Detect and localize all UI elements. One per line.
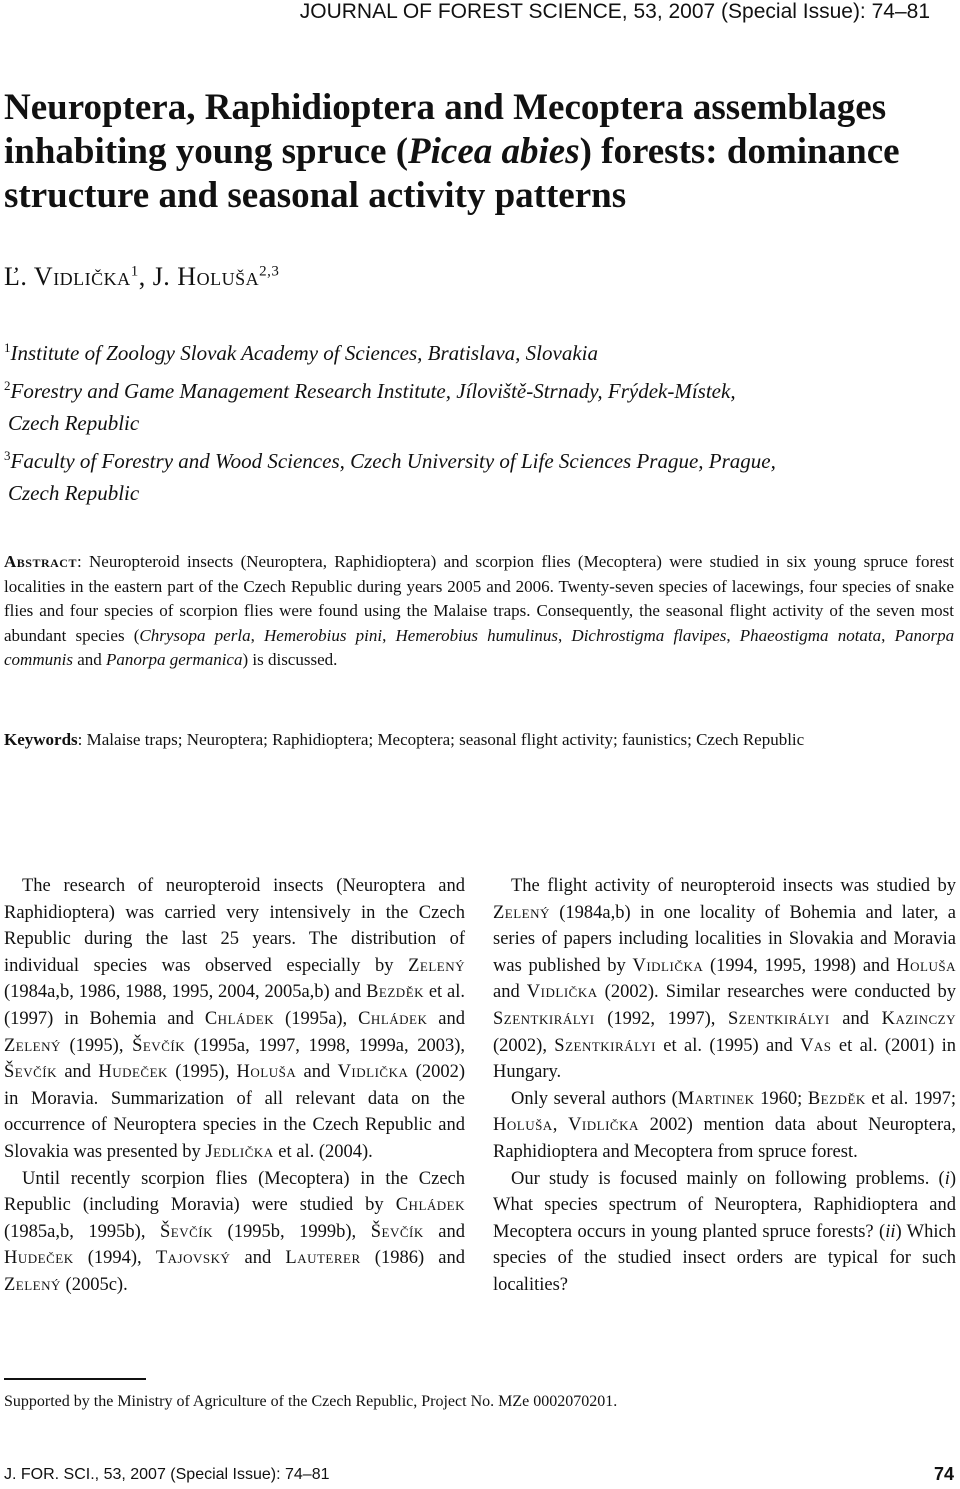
keywords (4, 728, 954, 752)
footnote-divider (4, 1378, 146, 1380)
species-panorpa-communis: Panorpa communis (4, 625, 955, 669)
abstract-comma: , (250, 625, 264, 645)
abstract (4, 550, 954, 673)
author-citation: Ševčík (160, 1221, 214, 1242)
text-run: (1984a,b, 1986, 1988, 1995, 2004, 2005a,b) and (4, 982, 367, 1003)
author-citation: Kazinczy (881, 1008, 956, 1029)
affiliation-3-text: Faculty of Forestry and Wood Sciences, Czech University of Life Sciences Prague, Prague, (10, 448, 776, 473)
affiliation-2 (4, 370, 949, 408)
author-separator: , (138, 262, 153, 291)
author-citation: Szentkirályi (493, 1008, 595, 1029)
author-1-name: Ľ. Vidlička (4, 262, 131, 291)
text-run: et al. (2001) in Hungary. (493, 1035, 956, 1083)
author-citation: Holuša (896, 955, 956, 976)
text-run: and (427, 1008, 465, 1029)
author-citation: Tajovský (155, 1248, 231, 1269)
author-2-name: J. Holuša (152, 262, 260, 291)
affiliation-3-number: 3 (4, 447, 11, 463)
text-run: (1985a,b, 1995b), (4, 1221, 160, 1242)
author-citation: Bezděk (807, 1088, 866, 1109)
author-citation: Hudeček (98, 1062, 168, 1083)
abstract-text-1: : Neuropteroid insects (Neuroptera, Raphidioptera) and scorpion flies (Mecoptera) were studied in six young spruce forest localities in the eastern part of the Czech Republic during years 2005 and 2006. Twenty-seven species of lacewings, four species of snake flies and four species of scorpion flies were found using the Malaise traps. Consequently, the seasonal flight activity of the seven most abundant species ( (4, 552, 954, 645)
text-run: The research of neuropteroid insects (Neuroptera and Raphidioptera) was carried very intensively in the Czech Republic during the last 25 years. The distribution of individual species was observed especially by (4, 876, 465, 976)
author-citation: Martinek (677, 1088, 755, 1109)
author-citation: Szentkirályi (554, 1035, 656, 1056)
abstract-text-2: ) is discussed. (242, 650, 338, 669)
text-run: Our study is focused mainly on following problems. ( (511, 1168, 945, 1189)
keywords-text: : Malaise traps; Neuroptera; Raphidioptera; Mecoptera; seasonal flight activity; faunistics; Czech Republic (77, 730, 805, 749)
text-run: and (57, 1062, 99, 1083)
text-run: (1995a, 1997, 1998, 1999a, 2003), (185, 1035, 465, 1056)
abstract-comma: , (382, 625, 396, 645)
text-run: (2002). Similar researches were conducted by (597, 982, 956, 1003)
species-hemerobius-pini: Hemerobius pini (264, 625, 383, 645)
author-1-affiliation-mark: 1 (130, 263, 139, 280)
body-column-right (493, 873, 956, 1299)
title-species-name: Picea abies (408, 131, 580, 172)
author-citation: Vidlička (632, 955, 704, 976)
body-right-paragraph-3 (493, 1166, 956, 1299)
affiliation-2-number: 2 (4, 377, 11, 393)
author-citation: Ševčík (4, 1062, 58, 1083)
species-dichrostigma-flavipes: Dichrostigma flavipes (571, 625, 727, 645)
text-run: et al. (1997) in Bohemia and (4, 982, 465, 1029)
author-citation: Vas (800, 1035, 832, 1056)
page-number: 74 (933, 1464, 954, 1484)
affiliation-3 (4, 440, 949, 478)
affiliation-1-text: Institute of Zoology Slovak Academy of Sciences, Bratislava, Slovakia (10, 341, 598, 365)
author-2-affiliation-mark: 2,3 (259, 263, 280, 280)
text-run: (1995), (167, 1062, 237, 1083)
text-run: (1992, 1997), (594, 1008, 729, 1029)
abstract-comma: , (558, 625, 572, 645)
author-citation: Vidlička (337, 1062, 409, 1083)
body-left-paragraph-2 (4, 1166, 465, 1299)
author-citation: Holuša (236, 1062, 297, 1083)
author-citation: Hudeček (4, 1248, 74, 1269)
title-line-2-before: inhabiting young spruce ( (4, 131, 409, 172)
affiliation-1-number: 1 (4, 340, 11, 355)
text-run: (2002) in Moravia. Summarization of all relevant data on the occurrence of Neuroptera species in the Czech Republic and Slovakia was presented by (4, 1062, 465, 1162)
footer-citation: J. FOR. SCI., 53, 2007 (Special Issue): 74–81 (4, 1466, 330, 1483)
text-run: (2005c). (60, 1274, 128, 1295)
title-line-2-after: ) forests: dominance (579, 131, 900, 172)
text-run: and (493, 982, 527, 1003)
text-run: (1995b, 1999b), (213, 1221, 371, 1242)
text-run: (1994, 1995, 1998) and (703, 955, 897, 976)
funding-footnote: Supported by the Ministry of Agriculture of the Czech Republic, Project No. MZe 0002070201. (4, 1393, 618, 1410)
text-run: (1994), (73, 1248, 156, 1269)
author-citation: Chládek (395, 1195, 465, 1216)
title-line-1: Neuroptera, Raphidioptera and Mecoptera assemblages (4, 87, 887, 128)
author-citation: Chládek (358, 1008, 428, 1029)
species-panorpa-germanica: Panorpa germanica (106, 650, 243, 669)
text-run: (2002), (493, 1035, 555, 1056)
author-citation: Zelený (4, 1035, 61, 1056)
affiliations (4, 332, 949, 510)
author-citation: Vidlička (568, 1115, 639, 1136)
text-run: (1986) and (360, 1248, 465, 1269)
title-line-3: structure and seasonal activity patterns (4, 175, 627, 216)
text-run: et al. (2004). (273, 1141, 373, 1162)
author-citation: Zelený (493, 902, 550, 923)
species-chrysopa-perla: Chrysopa perla (139, 625, 251, 645)
text-run: ) Which species of the studied insect orders are typical for such localities? (493, 1221, 956, 1295)
text-run: , (552, 1115, 569, 1136)
text-run: Until recently scorpion flies (Mecoptera) in the Czech Republic (including Moravia) were studied by (4, 1168, 465, 1216)
species-hemerobius-humulinus: Hemerobius humulinus (395, 625, 558, 645)
text-run: and (423, 1221, 465, 1242)
abstract-label: Abstract (4, 552, 77, 571)
affiliation-2-text: Forestry and Game Management Research Institute, Jíloviště-Strnady, Frýdek-Místek, (10, 378, 736, 403)
text-run: The flight activity of neuropteroid insects was studied by (511, 876, 956, 896)
paper-title (4, 86, 944, 218)
text-run: (1995a), (274, 1008, 359, 1029)
text-run: and (829, 1008, 882, 1029)
author-citation: Vidlička (526, 982, 598, 1003)
text-run: and (296, 1062, 338, 1083)
author-citation: Ševčík (132, 1035, 186, 1056)
abstract-comma: , (726, 625, 740, 645)
author-citation: Bezděk (366, 982, 425, 1003)
authors (4, 262, 279, 292)
body-left-paragraph-1 (4, 873, 465, 1166)
text-run: 2002) mention data about Neuroptera, Raphidioptera and Mecoptera from spruce forest. (493, 1115, 957, 1162)
abstract-and: and (72, 650, 106, 669)
author-citation: Szentkirályi (728, 1008, 830, 1029)
author-citation: Chládek (204, 1008, 275, 1029)
text-run: et al. 1997; (865, 1088, 957, 1109)
text-run: and (230, 1248, 286, 1269)
author-citation: Ševčík (370, 1221, 424, 1242)
text-run: (1984a,b) in one locality of Bohemia and later, a series of papers including localities in Slovakia and Moravia was published by (493, 902, 956, 976)
author-citation: Jedlička (205, 1141, 274, 1162)
author-citation: Zelený (4, 1274, 61, 1295)
affiliation-1 (4, 332, 949, 370)
author-citation: Lauterer (285, 1248, 361, 1269)
author-citation: Zelený (408, 955, 465, 976)
affiliation-2-continuation: Czech Republic (8, 411, 140, 435)
abstract-comma: , (881, 625, 895, 645)
body-right-paragraph-1 (493, 873, 956, 1086)
keywords-label: Keywords (4, 730, 78, 749)
text-run: 1960; (754, 1088, 808, 1109)
species-phaeostigma-notata: Phaeostigma notata (739, 625, 882, 645)
text-run: et al. (1995) and (655, 1035, 801, 1056)
text-run: Only several authors ( (511, 1088, 678, 1109)
body-column-left (4, 873, 465, 1299)
text-run: ) What species spectrum of Neuroptera, Raphidioptera and Mecoptera occurs in young planted spruce forests? ( (493, 1168, 956, 1242)
affiliation-3-continuation: Czech Republic (8, 481, 140, 505)
journal-header: JOURNAL OF FOREST SCIENCE, 53, 2007 (Special Issue): 74–81 (299, 0, 930, 23)
author-citation: Holuša (493, 1115, 553, 1136)
body-right-paragraph-2 (493, 1086, 956, 1166)
question-marker: ii (885, 1221, 896, 1242)
text-run: (1995), (60, 1035, 133, 1056)
question-marker: i (944, 1168, 950, 1189)
